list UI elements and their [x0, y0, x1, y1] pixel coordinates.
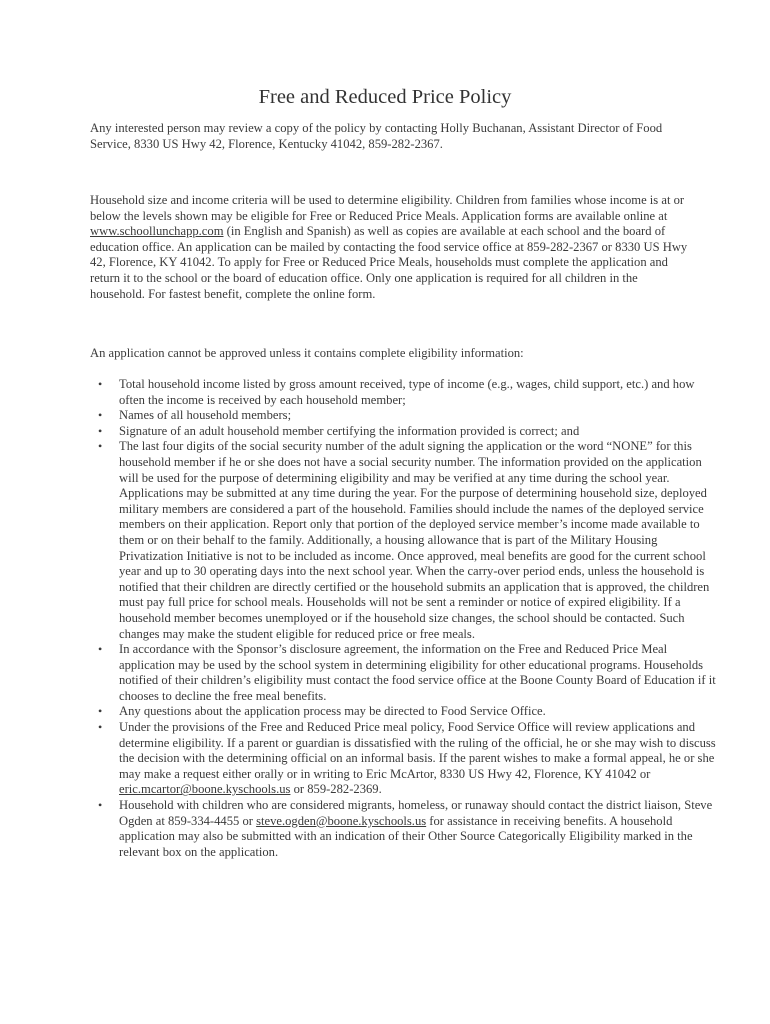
migrants-text-end: for assistance in receiving benefits. A household application may also be submitted with an indication of their Other Source Categorically Eligibility marked in the relevant box on the application.	[119, 813, 693, 859]
requirements-list	[90, 377, 719, 860]
migrants-text-start: Household with children who are considered migrants, homeless, or runaway should contact the district liaison, Steve Ogden at 859-334-4455 or	[119, 798, 713, 828]
list-item-migrants	[119, 798, 719, 860]
page-title: Free and Reduced Price Policy	[258, 86, 512, 108]
eligibility-text-start: Household size and income criteria will be used to determine eligibility. Children from families whose income is at or below the levels shown may be eligible for Free or Reduced Price Meals. Application forms are available online at	[90, 193, 685, 223]
list-item-appeal	[119, 720, 719, 798]
eric-mcartor-email-link[interactable]: eric.mcartor@boone.kyschools.us	[119, 782, 291, 797]
intro-paragraph: Any interested person may review a copy of the policy by contacting Holly Buchanan, Assistant Director of Food Service, 8330 US Hwy 42, Florence, Kentucky 41042, 859-282-2367.	[90, 121, 663, 151]
list-item-signature: • Signature of an adult household member certifying the information provided is correct; and	[119, 424, 719, 440]
list-item-names: • Names of all household members;	[119, 408, 719, 424]
list-item-disclosure: • In accordance with the Sponsor’s disclosure agreement, the information on the Free and Reduced Price Meal application may be used by the school system in determining eligibility for other educational programs. Households notified of their children’s eligibility must contact the food service office at the Boone County Board of Education if it chooses to decline the free meal benefits.	[119, 642, 719, 704]
appeal-text-start: Under the provisions of the Free and Reduced Price meal policy, Food Service Office will review applications and determine eligibility. If a parent or guardian is dissatisfied with the ruling of the official, he or she may wish to discuss the decision with the determining official on an informal basis. If the parent wishes to make a formal appeal, he or she may make a request either orally or in writing to Eric McArtor, 8330 US Hwy 42, Florence, KY 41042 or	[119, 720, 716, 781]
application-website-link[interactable]: www.schoollunchapp.com	[90, 224, 224, 239]
list-item-ssn: • The last four digits of the social security number of the adult signing the application or the word “NONE” for this household member if he or she does not have a social security number. The information provided on the application will be used for the purpose of determining eligibility and may be verified at any time during the school year. Applications may be submitted at any time during the year. For the purpose of determining household size, deployed military members are considered a part of the household. Families should include the names of the deployed service members on their application. Report only that portion of the deployed service member’s income made available to them or on their behalf to the family. Additionally, a housing allowance that is part of the Military Housing Privatization Initiative is not to be included as income. Once approved, meal benefits are good for the current school year and up to 30 operating days into the next school year. When the carry-over period ends, unless the household is notified that their children are directly certified or the household submits an application that is approved, the children must pay full price for school meals. Households will not be sent a reminder or notice of expired eligibility. If a household member becomes unemployed or if the household size changes, the school should be contacted. Such changes may make the student eligible for reduced price or free meals.	[119, 439, 719, 642]
list-item-income: • Total household income listed by gross amount received, type of income (e.g., wages, child support, etc.) and how often the income is received by each household member;	[119, 377, 719, 408]
eligibility-text-end: (in English and Spanish) as well as copies are available at each school and the board of education office. An application can be mailed by contacting the food service office at 859-282-2367 or 8330 US Hwy 42, Florence, KY 41042. To apply for Free or Reduced Price Meals, households must complete the application and return it to the school or the board of education office. Only one application is required for all children in the household. For fastest benefit, complete the online form.	[90, 224, 688, 301]
steve-ogden-email-link[interactable]: steve.ogden@boone.kyschools.us	[256, 813, 427, 828]
list-item-questions: • Any questions about the application process may be directed to Food Service Office.	[119, 704, 719, 720]
eligibility-paragraph	[90, 193, 690, 302]
requirements-intro: An application cannot be approved unless it contains complete eligibility information:	[90, 346, 524, 360]
appeal-text-end: or 859-282-2369.	[290, 782, 382, 797]
